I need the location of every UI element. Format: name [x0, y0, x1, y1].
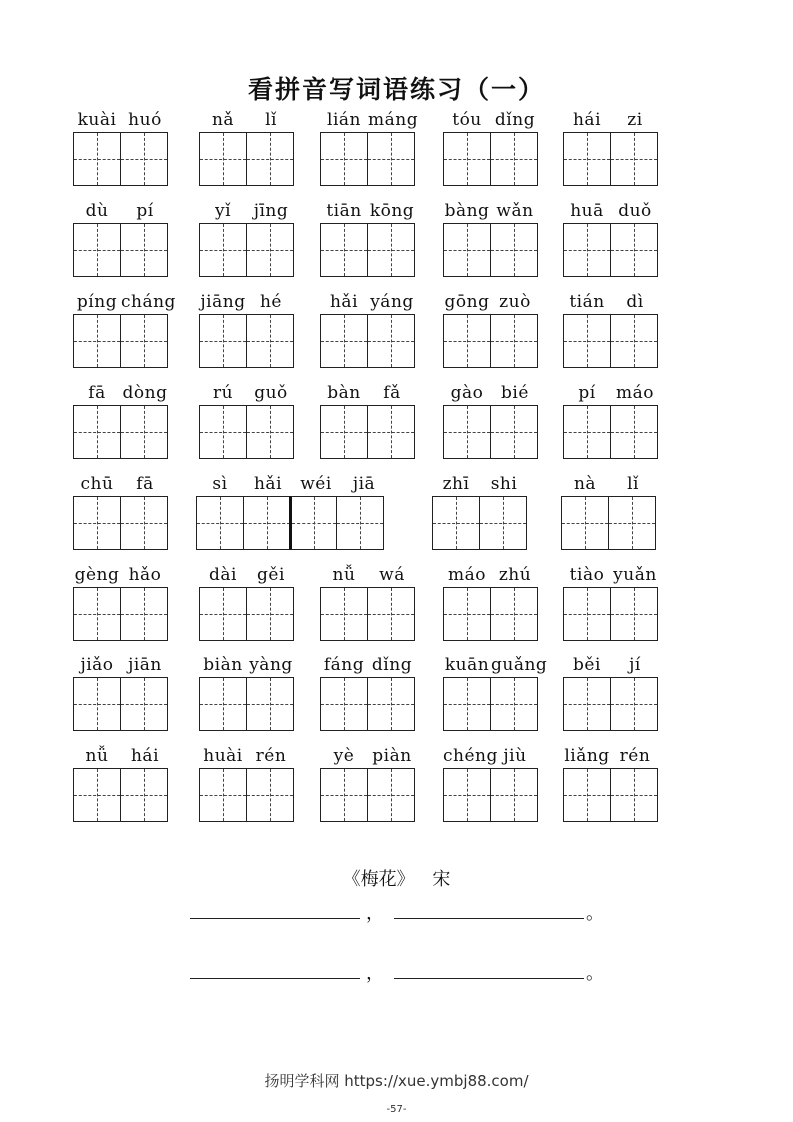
- tianzige-box[interactable]: [199, 677, 247, 731]
- writing-grid: [443, 768, 536, 822]
- pinyin-syllable: yuǎn: [613, 565, 657, 585]
- writing-grid: [320, 405, 413, 459]
- tianzige-box[interactable]: [246, 768, 294, 822]
- pinyin-syllable: huā: [570, 201, 604, 221]
- pinyin-syllable: gōng: [444, 292, 490, 312]
- pinyin-label: [563, 292, 659, 312]
- writing-grid: [73, 314, 166, 368]
- writing-grid: [73, 223, 166, 277]
- tianzige-box[interactable]: [563, 587, 611, 641]
- pinyin-syllable: rén: [255, 746, 287, 766]
- tianzige-box[interactable]: [199, 132, 247, 186]
- writing-grid: [73, 768, 166, 822]
- tianzige-box[interactable]: [367, 587, 415, 641]
- pinyin-label: [320, 110, 419, 130]
- writing-grid: [443, 677, 536, 731]
- tianzige-box[interactable]: [479, 496, 527, 550]
- comma: ，: [366, 903, 384, 924]
- pinyin-syllable: lǐ: [265, 110, 277, 130]
- pinyin-label: [199, 655, 295, 675]
- writing-grid: [563, 223, 656, 277]
- pinyin-label: [199, 565, 295, 585]
- pinyin-syllable: tián: [569, 292, 605, 312]
- pinyin-syllable: fā: [88, 383, 106, 403]
- pinyin-label: [73, 565, 169, 585]
- tianzige-box[interactable]: [443, 314, 491, 368]
- tianzige-box[interactable]: [120, 223, 168, 277]
- pinyin-label: [563, 110, 659, 130]
- pinyin-syllable: nǚ: [332, 565, 356, 585]
- pinyin-syllable: zuò: [499, 292, 531, 312]
- tianzige-box[interactable]: [73, 132, 121, 186]
- tianzige-box[interactable]: [563, 223, 611, 277]
- pinyin-syllable: fáng: [323, 655, 365, 675]
- tianzige-box[interactable]: [367, 405, 415, 459]
- pinyin-label: [199, 201, 295, 221]
- tianzige-box[interactable]: [443, 677, 491, 731]
- tianzige-box[interactable]: [490, 132, 538, 186]
- pinyin-label: [199, 110, 295, 130]
- tianzige-box[interactable]: [443, 223, 491, 277]
- pinyin-syllable: wǎn: [496, 201, 534, 221]
- tianzige-box[interactable]: [246, 223, 294, 277]
- tianzige-box[interactable]: [199, 768, 247, 822]
- writing-grid: [320, 587, 413, 641]
- page-number: -57-: [386, 1104, 407, 1115]
- pinyin-syllable: pí: [136, 201, 154, 221]
- tianzige-box[interactable]: [120, 405, 168, 459]
- pinyin-syllable: nà: [573, 474, 597, 494]
- pinyin-syllable: hǎi: [329, 292, 359, 312]
- pinyin-syllable: guǎng: [491, 655, 548, 675]
- tianzige-box[interactable]: [199, 223, 247, 277]
- tianzige-box[interactable]: [610, 132, 658, 186]
- tianzige-box[interactable]: [490, 587, 538, 641]
- pinyin-syllable: cháng: [121, 292, 176, 312]
- pinyin-syllable: biàn: [203, 655, 243, 675]
- writing-grid: [199, 587, 292, 641]
- tianzige-box[interactable]: [73, 496, 121, 550]
- pinyin-label: [563, 201, 659, 221]
- pinyin-label: [320, 292, 416, 312]
- pinyin-syllable: hái: [572, 110, 602, 130]
- tianzige-box[interactable]: [120, 314, 168, 368]
- pinyin-syllable: máo: [616, 383, 654, 403]
- pinyin-label: [443, 110, 539, 130]
- tianzige-box[interactable]: [490, 314, 538, 368]
- pinyin-syllable: lǐ: [627, 474, 639, 494]
- pinyin-label: [563, 383, 659, 403]
- tianzige-box[interactable]: [563, 768, 611, 822]
- writing-grid: [196, 496, 382, 550]
- tianzige-box[interactable]: [610, 587, 658, 641]
- pinyin-label: [443, 655, 548, 675]
- tianzige-box[interactable]: [199, 405, 247, 459]
- pinyin-syllable: jiāng: [200, 292, 246, 312]
- pinyin-syllable: nǚ: [85, 746, 109, 766]
- tianzige-box[interactable]: [289, 496, 337, 550]
- pinyin-syllable: dù: [85, 201, 109, 221]
- pinyin-syllable: duǒ: [618, 201, 652, 221]
- pinyin-syllable: dì: [626, 292, 644, 312]
- pinyin-syllable: zhú: [498, 565, 532, 585]
- tianzige-box[interactable]: [490, 405, 538, 459]
- tianzige-box[interactable]: [336, 496, 384, 550]
- pinyin-label: [432, 474, 528, 494]
- tianzige-box[interactable]: [246, 132, 294, 186]
- pinyin-syllable: tóu: [452, 110, 482, 130]
- pinyin-label: [73, 474, 169, 494]
- poem-heading: [0, 865, 793, 891]
- pinyin-syllable: zi: [627, 110, 643, 130]
- tianzige-box[interactable]: [490, 677, 538, 731]
- tianzige-box[interactable]: [563, 314, 611, 368]
- writing-grid: [443, 405, 536, 459]
- pinyin-syllable: jiǎo: [80, 655, 114, 675]
- tianzige-box[interactable]: [490, 223, 538, 277]
- tianzige-box[interactable]: [320, 587, 368, 641]
- tianzige-box[interactable]: [443, 768, 491, 822]
- writing-grid: [199, 677, 292, 731]
- writing-grid: [199, 768, 292, 822]
- pinyin-label: [199, 746, 295, 766]
- pinyin-label: [320, 565, 416, 585]
- pinyin-syllable: gèng: [74, 565, 120, 585]
- writing-grid: [320, 768, 413, 822]
- tianzige-box[interactable]: [320, 223, 368, 277]
- pinyin-syllable: hǎi: [253, 474, 283, 494]
- pinyin-syllable: kuài: [77, 110, 117, 130]
- tianzige-box[interactable]: [73, 768, 121, 822]
- tianzige-box[interactable]: [199, 587, 247, 641]
- tianzige-box[interactable]: [367, 314, 415, 368]
- pinyin-syllable: rú: [212, 383, 234, 403]
- tianzige-box[interactable]: [120, 587, 168, 641]
- pinyin-syllable: yàng: [249, 655, 293, 675]
- tianzige-box[interactable]: [561, 496, 609, 550]
- pinyin-syllable: bàng: [444, 201, 490, 221]
- writing-grid: [320, 223, 413, 277]
- pinyin-label: [73, 383, 169, 403]
- tianzige-box[interactable]: [610, 405, 658, 459]
- writing-grid: [443, 314, 536, 368]
- pinyin-label: [443, 383, 539, 403]
- writing-grid: [73, 677, 166, 731]
- tianzige-box[interactable]: [196, 496, 244, 550]
- tianzige-box[interactable]: [120, 132, 168, 186]
- tianzige-box[interactable]: [320, 132, 368, 186]
- writing-grid: [320, 132, 413, 186]
- writing-grid: [443, 587, 536, 641]
- tianzige-box[interactable]: [120, 768, 168, 822]
- pinyin-syllable: huó: [128, 110, 162, 130]
- pinyin-syllable: yáng: [370, 292, 414, 312]
- pinyin-syllable: chéng: [443, 746, 498, 766]
- tianzige-box[interactable]: [367, 132, 415, 186]
- pinyin-syllable: chū: [80, 474, 114, 494]
- tianzige-box[interactable]: [563, 677, 611, 731]
- pinyin-syllable: gào: [450, 383, 484, 403]
- pinyin-label: [563, 565, 659, 585]
- tianzige-box[interactable]: [320, 405, 368, 459]
- tianzige-box[interactable]: [608, 496, 656, 550]
- writing-grid: [563, 587, 656, 641]
- pinyin-syllable: yè: [333, 746, 355, 766]
- blank-line[interactable]: [394, 978, 584, 979]
- pinyin-syllable: jiā: [352, 474, 376, 494]
- pinyin-label: [73, 655, 169, 675]
- pinyin-syllable: kuān: [444, 655, 490, 675]
- pinyin-label: [443, 201, 539, 221]
- pinyin-label: [199, 292, 295, 312]
- pinyin-syllable: hái: [130, 746, 160, 766]
- tianzige-box[interactable]: [367, 223, 415, 277]
- poem-line-1: [190, 895, 610, 925]
- pinyin-syllable: máng: [368, 110, 419, 130]
- writing-grid: [563, 768, 656, 822]
- pinyin-label: [320, 746, 416, 766]
- pinyin-syllable: liǎng: [564, 746, 610, 766]
- pinyin-syllable: pí: [578, 383, 596, 403]
- pinyin-syllable: jí: [629, 655, 641, 675]
- blank-line[interactable]: [394, 918, 584, 919]
- pinyin-syllable: nǎ: [211, 110, 235, 130]
- tianzige-box[interactable]: [367, 677, 415, 731]
- writing-grid: [563, 405, 656, 459]
- pinyin-syllable: yǐ: [214, 201, 232, 221]
- pinyin-label: [320, 383, 416, 403]
- pinyin-syllable: wá: [379, 565, 405, 585]
- writing-grid: [199, 405, 292, 459]
- pinyin-syllable: kōng: [369, 201, 415, 221]
- writing-grid: [199, 223, 292, 277]
- writing-grid: [563, 132, 656, 186]
- poem-title: 《梅花》: [342, 869, 415, 890]
- tianzige-box[interactable]: [610, 314, 658, 368]
- writing-grid: [199, 132, 292, 186]
- pinyin-syllable: hǎo: [128, 565, 162, 585]
- writing-grid: [561, 496, 654, 550]
- pinyin-label: [563, 746, 659, 766]
- pinyin-label: [320, 201, 416, 221]
- tianzige-box[interactable]: [432, 496, 480, 550]
- poem-line-2: [190, 955, 610, 985]
- tianzige-box[interactable]: [73, 405, 121, 459]
- writing-grid: [73, 405, 166, 459]
- tianzige-box[interactable]: [490, 768, 538, 822]
- tianzige-box[interactable]: [367, 768, 415, 822]
- pinyin-syllable: jīng: [253, 201, 289, 221]
- pinyin-label: [443, 292, 539, 312]
- pinyin-syllable: gěi: [257, 565, 285, 585]
- tianzige-box[interactable]: [243, 496, 291, 550]
- pinyin-syllable: sì: [212, 474, 228, 494]
- pinyin-syllable: wéi: [300, 474, 332, 494]
- pinyin-syllable: dài: [209, 565, 237, 585]
- tianzige-box[interactable]: [610, 677, 658, 731]
- pinyin-syllable: tiān: [326, 201, 362, 221]
- pinyin-label: [73, 292, 176, 312]
- tianzige-box[interactable]: [443, 405, 491, 459]
- tianzige-box[interactable]: [120, 677, 168, 731]
- pinyin-syllable: guǒ: [254, 383, 288, 403]
- pinyin-syllable: piàn: [372, 746, 412, 766]
- tianzige-box[interactable]: [320, 677, 368, 731]
- writing-grid: [73, 587, 166, 641]
- pinyin-syllable: dǐng: [371, 655, 413, 675]
- pinyin-label: [563, 655, 659, 675]
- writing-grid: [443, 132, 536, 186]
- pinyin-label: [196, 474, 388, 494]
- pinyin-syllable: dòng: [122, 383, 168, 403]
- page-title: 看拼音写词语练习（一）: [247, 75, 545, 104]
- writing-grid: [320, 314, 413, 368]
- pinyin-syllable: fǎ: [383, 383, 401, 403]
- tianzige-box[interactable]: [73, 677, 121, 731]
- pinyin-syllable: bàn: [327, 383, 361, 403]
- footer-watermark: 扬明学科网 https://xue.ymbj88.com/: [264, 1072, 529, 1090]
- blank-line[interactable]: [190, 918, 360, 919]
- pinyin-syllable: dǐng: [494, 110, 536, 130]
- tianzige-box[interactable]: [246, 314, 294, 368]
- period: 。: [586, 903, 604, 924]
- writing-grid: [199, 314, 292, 368]
- tianzige-box[interactable]: [73, 314, 121, 368]
- pinyin-label: [561, 474, 657, 494]
- tianzige-box[interactable]: [73, 223, 121, 277]
- tianzige-box[interactable]: [246, 677, 294, 731]
- pinyin-syllable: rén: [619, 746, 651, 766]
- tianzige-box[interactable]: [610, 768, 658, 822]
- pinyin-label: [320, 655, 416, 675]
- pinyin-syllable: zhī: [442, 474, 470, 494]
- writing-grid: [563, 677, 656, 731]
- writing-grid: [432, 496, 525, 550]
- tianzige-box[interactable]: [443, 587, 491, 641]
- writing-grid: [563, 314, 656, 368]
- pinyin-label: [443, 565, 539, 585]
- tianzige-box[interactable]: [246, 587, 294, 641]
- writing-grid: [73, 132, 166, 186]
- tianzige-box[interactable]: [563, 132, 611, 186]
- pinyin-syllable: píng: [76, 292, 118, 312]
- pinyin-syllable: tiào: [569, 565, 605, 585]
- pinyin-label: [73, 201, 169, 221]
- comma: ，: [366, 963, 384, 984]
- pinyin-label: [73, 746, 169, 766]
- pinyin-syllable: jiān: [128, 655, 162, 675]
- tianzige-box[interactable]: [610, 223, 658, 277]
- pinyin-label: [443, 746, 539, 766]
- pinyin-syllable: shi: [490, 474, 518, 494]
- writing-grid: [73, 496, 166, 550]
- pinyin-syllable: bié: [501, 383, 529, 403]
- pinyin-label: [73, 110, 169, 130]
- pinyin-syllable: hé: [259, 292, 282, 312]
- blank-line[interactable]: [190, 978, 360, 979]
- pinyin-syllable: máo: [448, 565, 486, 585]
- writing-grid: [320, 677, 413, 731]
- tianzige-box[interactable]: [320, 314, 368, 368]
- pinyin-label: [199, 383, 295, 403]
- period: 。: [586, 963, 604, 984]
- tianzige-box[interactable]: [563, 405, 611, 459]
- pinyin-syllable: jiù: [503, 746, 527, 766]
- pinyin-syllable: huài: [203, 746, 243, 766]
- tianzige-box[interactable]: [320, 768, 368, 822]
- tianzige-box[interactable]: [199, 314, 247, 368]
- tianzige-box[interactable]: [73, 587, 121, 641]
- tianzige-box[interactable]: [443, 132, 491, 186]
- pinyin-syllable: fā: [136, 474, 154, 494]
- tianzige-box[interactable]: [120, 496, 168, 550]
- tianzige-box[interactable]: [246, 405, 294, 459]
- pinyin-syllable: běi: [573, 655, 601, 675]
- writing-grid: [443, 223, 536, 277]
- poem-author: 宋: [432, 869, 451, 890]
- pinyin-syllable: lián: [327, 110, 361, 130]
